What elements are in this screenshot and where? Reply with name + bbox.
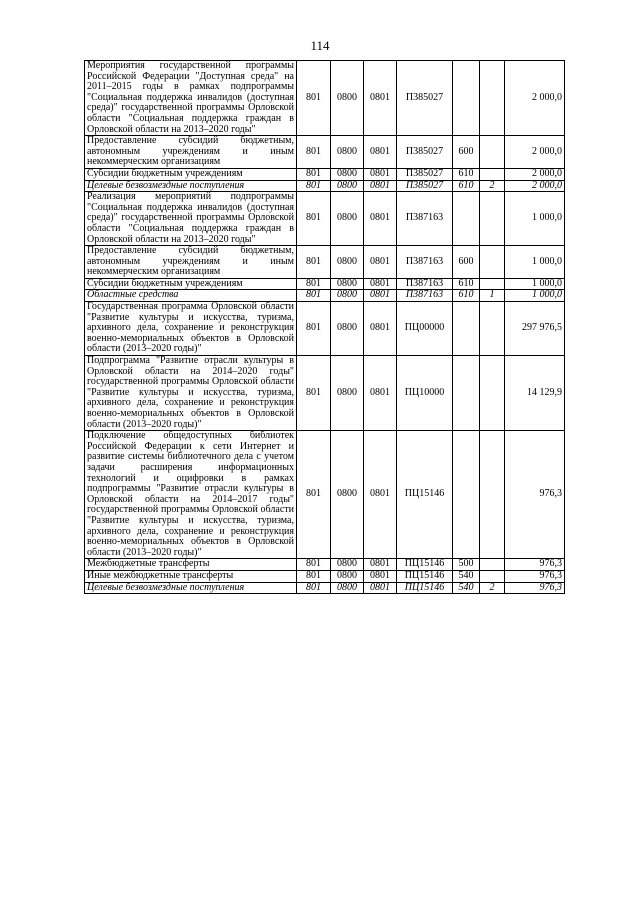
target-article-cell: ПЦ10000: [397, 356, 453, 431]
section-code-cell: 0800: [331, 278, 364, 290]
section-code-cell: 0800: [331, 61, 364, 136]
target-article-cell: П387163: [397, 290, 453, 302]
ministry-code-cell: 801: [297, 431, 331, 559]
section-code-cell: 0800: [331, 582, 364, 594]
section-code-cell: 0800: [331, 431, 364, 559]
source-code-cell: [480, 302, 505, 356]
ministry-code-cell: 801: [297, 559, 331, 571]
ministry-code-cell: 801: [297, 168, 331, 180]
subsection-code-cell: 0801: [364, 570, 397, 582]
target-article-cell: П385027: [397, 61, 453, 136]
source-code-cell: [480, 356, 505, 431]
source-code-cell: 2: [480, 180, 505, 192]
row-name-cell: Областные средства: [85, 290, 297, 302]
target-article-cell: ПЦ15146: [397, 570, 453, 582]
row-name-cell: Иные межбюджетные трансферты: [85, 570, 297, 582]
amount-cell: 2 000,0: [505, 180, 565, 192]
expense-type-cell: 600: [453, 246, 480, 279]
expense-type-cell: 600: [453, 136, 480, 169]
amount-cell: 2 000,0: [505, 136, 565, 169]
table-row: [85, 278, 565, 290]
amount-cell: 2 000,0: [505, 61, 565, 136]
subsection-code-cell: 0801: [364, 302, 397, 356]
amount-cell: 14 129,9: [505, 356, 565, 431]
source-code-cell: 2: [480, 582, 505, 594]
subsection-code-cell: 0801: [364, 290, 397, 302]
ministry-code-cell: 801: [297, 302, 331, 356]
section-code-cell: 0800: [331, 180, 364, 192]
row-name-cell: Субсидии бюджетным учреждениям: [85, 278, 297, 290]
source-code-cell: 1: [480, 290, 505, 302]
amount-cell: 976,3: [505, 570, 565, 582]
target-article-cell: ПЦ15146: [397, 559, 453, 571]
table-row: [85, 302, 565, 356]
expense-type-cell: 540: [453, 582, 480, 594]
table-row: [85, 192, 565, 246]
row-name-cell: Подпрограмма "Развитие отрасли культуры в Орловской области на 2014–2020 годы" государственной программы Орловской области "Развитие культуры и искусства, туризма, архивного дела, сохранение и реконструкция военно-мемориальных объектов в Орловской области (2013–2020 годы)": [85, 356, 297, 431]
subsection-code-cell: 0801: [364, 356, 397, 431]
table-row: [85, 356, 565, 431]
row-name-cell: Межбюджетные трансферты: [85, 559, 297, 571]
expense-type-cell: [453, 431, 480, 559]
expense-type-cell: [453, 61, 480, 136]
row-name-cell: Предоставление субсидий бюджетным, автономным учреждениям и иным некоммерческим организациям: [85, 246, 297, 279]
amount-cell: 976,3: [505, 582, 565, 594]
ministry-code-cell: 801: [297, 278, 331, 290]
table-row: [85, 180, 565, 192]
target-article-cell: П387163: [397, 192, 453, 246]
expense-type-cell: [453, 192, 480, 246]
section-code-cell: 0800: [331, 559, 364, 571]
target-article-cell: П385027: [397, 136, 453, 169]
ministry-code-cell: 801: [297, 136, 331, 169]
table-row: [85, 61, 565, 136]
row-name-cell: Целевые безвозмездные поступления: [85, 582, 297, 594]
section-code-cell: 0800: [331, 570, 364, 582]
source-code-cell: [480, 61, 505, 136]
subsection-code-cell: 0801: [364, 180, 397, 192]
table-row: [85, 136, 565, 169]
subsection-code-cell: 0801: [364, 278, 397, 290]
section-code-cell: 0800: [331, 290, 364, 302]
section-code-cell: 0800: [331, 136, 364, 169]
expense-type-cell: [453, 356, 480, 431]
section-code-cell: 0800: [331, 356, 364, 431]
ministry-code-cell: 801: [297, 180, 331, 192]
target-article-cell: П385027: [397, 168, 453, 180]
target-article-cell: ПЦ00000: [397, 302, 453, 356]
table-row: [85, 246, 565, 279]
table-row: [85, 559, 565, 571]
target-article-cell: П385027: [397, 180, 453, 192]
expense-type-cell: 540: [453, 570, 480, 582]
row-name-cell: Реализация мероприятий подпрограммы "Социальная поддержка инвалидов (доступная среда)" государственной программы Орловской области "Социальная поддержка граждан в Орловской области на 2013–2020 годы": [85, 192, 297, 246]
row-name-cell: Мероприятия государственной программы Российской Федерации "Доступная среда" на 2011–2015 годы в рамках подпрограммы "Социальная поддержка инвалидов (доступная среда)" государственной программы Орловской области "Социальная поддержка граждан в Орловской области на 2013–2020 годы": [85, 61, 297, 136]
page-number: 114: [310, 38, 330, 53]
subsection-code-cell: 0801: [364, 582, 397, 594]
ministry-code-cell: 801: [297, 582, 331, 594]
expense-type-cell: [453, 302, 480, 356]
row-name-cell: Государственная программа Орловской области "Развитие культуры и искусства, туризма, архивного дела, сохранение и реконструкция военно-мемориальных объектов в Орловской области (2013–2020 годы)": [85, 302, 297, 356]
budget-table: [84, 60, 565, 594]
source-code-cell: [480, 168, 505, 180]
subsection-code-cell: 0801: [364, 431, 397, 559]
table-row: [85, 431, 565, 559]
ministry-code-cell: 801: [297, 246, 331, 279]
table-row: [85, 290, 565, 302]
budget-table-body: [85, 61, 565, 594]
source-code-cell: [480, 559, 505, 571]
section-code-cell: 0800: [331, 246, 364, 279]
amount-cell: 1 000,0: [505, 290, 565, 302]
table-row: [85, 168, 565, 180]
subsection-code-cell: 0801: [364, 559, 397, 571]
expense-type-cell: 610: [453, 168, 480, 180]
section-code-cell: 0800: [331, 168, 364, 180]
amount-cell: 976,3: [505, 559, 565, 571]
subsection-code-cell: 0801: [364, 136, 397, 169]
row-name-cell: Предоставление субсидий бюджетным, автономным учреждениям и иным некоммерческим организациям: [85, 136, 297, 169]
table-row: [85, 582, 565, 594]
source-code-cell: [480, 431, 505, 559]
ministry-code-cell: 801: [297, 61, 331, 136]
subsection-code-cell: 0801: [364, 192, 397, 246]
ministry-code-cell: 801: [297, 570, 331, 582]
subsection-code-cell: 0801: [364, 61, 397, 136]
amount-cell: 1 000,0: [505, 246, 565, 279]
source-code-cell: [480, 570, 505, 582]
source-code-cell: [480, 136, 505, 169]
amount-cell: 976,3: [505, 431, 565, 559]
source-code-cell: [480, 246, 505, 279]
target-article-cell: П387163: [397, 278, 453, 290]
row-name-cell: Подключение общедоступных библиотек Российской Федерации к сети Интернет и развитие системы библиотечного дела с учетом задачи расширения информационных технологий и оцифровки в рамках подпрограммы "Развитие отрасли культуры в Орловской области на 2014–2017 годы" государственной программы Орловской области "Развитие культуры и искусства, туризма, архивного дела, сохранение и реконструкция военно-мемориальных объектов в Орловской области (2013–2020 годы)": [85, 431, 297, 559]
section-code-cell: 0800: [331, 302, 364, 356]
row-name-cell: Субсидии бюджетным учреждениям: [85, 168, 297, 180]
source-code-cell: [480, 278, 505, 290]
row-name-cell: Целевые безвозмездные поступления: [85, 180, 297, 192]
amount-cell: 1 000,0: [505, 278, 565, 290]
section-code-cell: 0800: [331, 192, 364, 246]
expense-type-cell: 610: [453, 290, 480, 302]
target-article-cell: П387163: [397, 246, 453, 279]
source-code-cell: [480, 192, 505, 246]
amount-cell: 297 976,5: [505, 302, 565, 356]
ministry-code-cell: 801: [297, 290, 331, 302]
ministry-code-cell: 801: [297, 356, 331, 431]
subsection-code-cell: 0801: [364, 246, 397, 279]
expense-type-cell: 500: [453, 559, 480, 571]
amount-cell: 1 000,0: [505, 192, 565, 246]
expense-type-cell: 610: [453, 180, 480, 192]
subsection-code-cell: 0801: [364, 168, 397, 180]
target-article-cell: ПЦ15146: [397, 582, 453, 594]
table-row: [85, 570, 565, 582]
amount-cell: 2 000,0: [505, 168, 565, 180]
target-article-cell: ПЦ15146: [397, 431, 453, 559]
expense-type-cell: 610: [453, 278, 480, 290]
ministry-code-cell: 801: [297, 192, 331, 246]
